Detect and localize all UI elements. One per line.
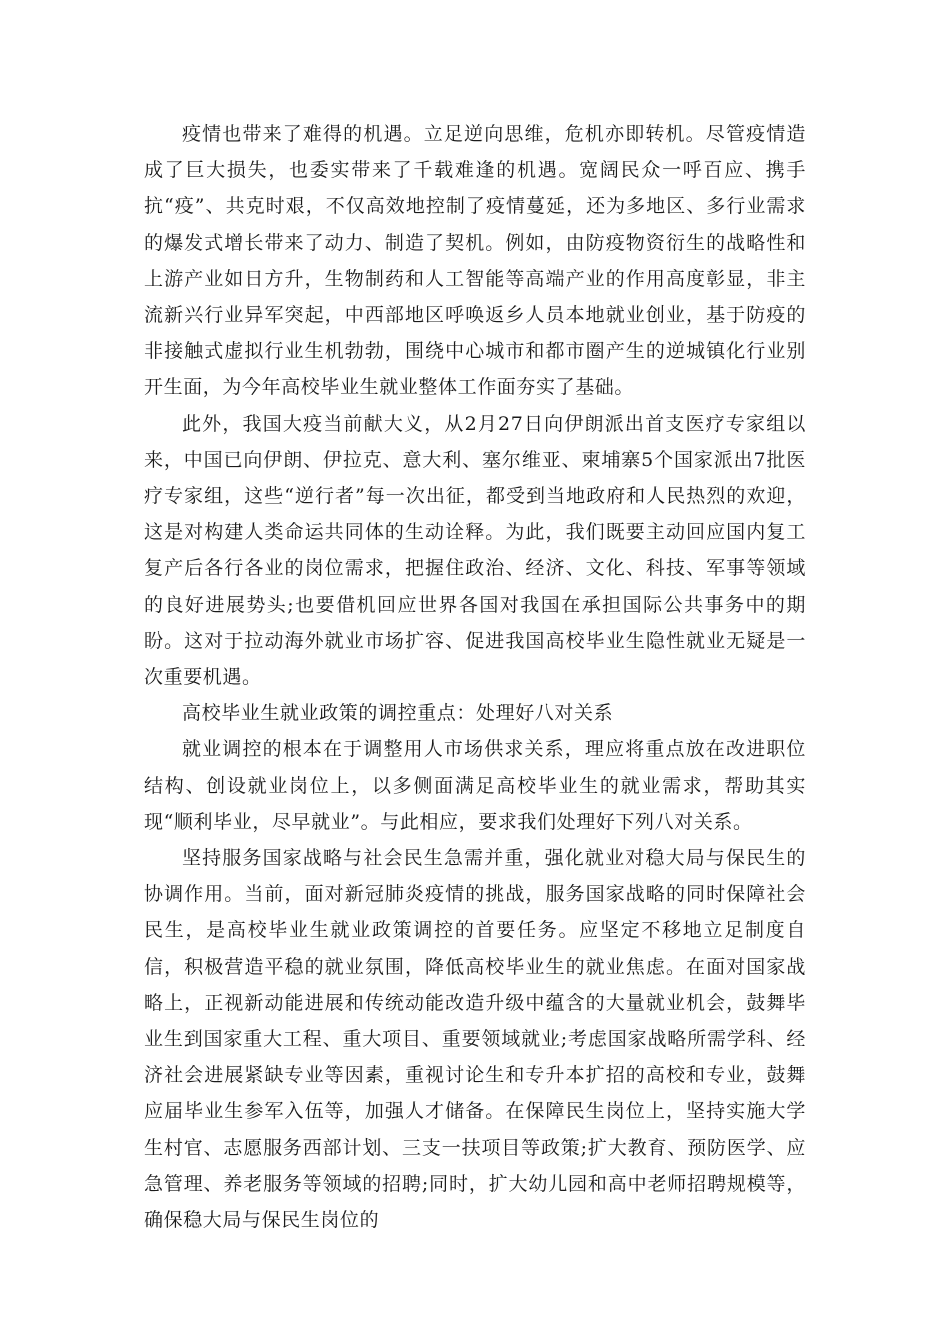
paragraph-international-aid: 此外，我国大疫当前献大义，从2月27日向伊朗派出首支医疗专家组以来，中国已向伊朗、伊拉克、意大利、塞尔维亚、柬埔寨5个国家派出7批医疗专家组，这些“逆行者”每一次出征，都受到当地政府和人民热烈的欢迎，这是对构建人类命运共同体的生动诠释。为此，我们既要主动回应国内复工复产后各行各业的岗位需求，把握住政治、经济、文化、科技、军事等领域的良好进展势头;也要借机回应世界各国对我国在承担国际公共事务中的期盼。这对于拉动海外就业市场扩容、促进我国高校毕业生隐性就业无疑是一次重要机遇。 (144, 412, 806, 689)
section-heading: 高校毕业生就业政策的调控重点：处理好八对关系 (182, 702, 614, 725)
document-body (144, 116, 806, 1238)
paragraph-opportunity: 疫情也带来了难得的机遇。立足逆向思维，危机亦即转机。尽管疫情造成了巨大损失，也委实带来了千载难逢的机遇。宽阔民众一呼百应、携手抗“疫”、共克时艰，不仅高效地控制了疫情蔓延，还为多地区、多行业需求的爆发式增长带来了动力、制造了契机。例如，由防疫物资衍生的战略性和上游产业如日方升，生物制药和人工智能等高端产业的作用高度彰显，非主流新兴行业异军突起，中西部地区呼唤返乡人员本地就业创业，基于防疫的非接触式虚拟行业生机勃勃，围绕中心城市和都市圈产生的逆城镇化行业别开生面，为今年高校毕业生就业整体工作面夯实了基础。 (144, 123, 806, 399)
paragraph-regulation-basis: 就业调控的根本在于调整用人市场供求关系，理应将重点放在改进职位结构、创设就业岗位上，以多侧面满足高校毕业生的就业需求，帮助其实现“顺利毕业，尽早就业”。与此相应，要求我们处理好下列八对关系。 (144, 738, 806, 833)
paragraph-national-strategy: 坚持服务国家战略与社会民生急需并重，强化就业对稳大局与保民生的协调作用。当前，面对新冠肺炎疫情的挑战，服务国家战略的同时保障社会民生，是高校毕业生就业政策调控的首要任务。应坚定不移地立足制度自信，积极营造平稳的就业氛围，降低高校毕业生的就业焦虑。在面对国家战略上，正视新动能进展和传统动能改造升级中蕴含的大量就业机会，鼓舞毕业生到国家重大工程、重大项目、重要领域就业;考虑国家战略所需学科、经济社会进展紧缺专业等因素，重视讨论生和专升本扩招的高校和专业，鼓舞应届毕业生参军入伍等，加强人才储备。在保障民生岗位上，坚持实施大学生村官、志愿服务西部计划、三支一扶项目等政策;扩大教育、预防医学、应急管理、养老服务等领域的招聘;同时，扩大幼儿园和高中老师招聘规模等，确保稳大局与保民生岗位的 (144, 847, 806, 1232)
